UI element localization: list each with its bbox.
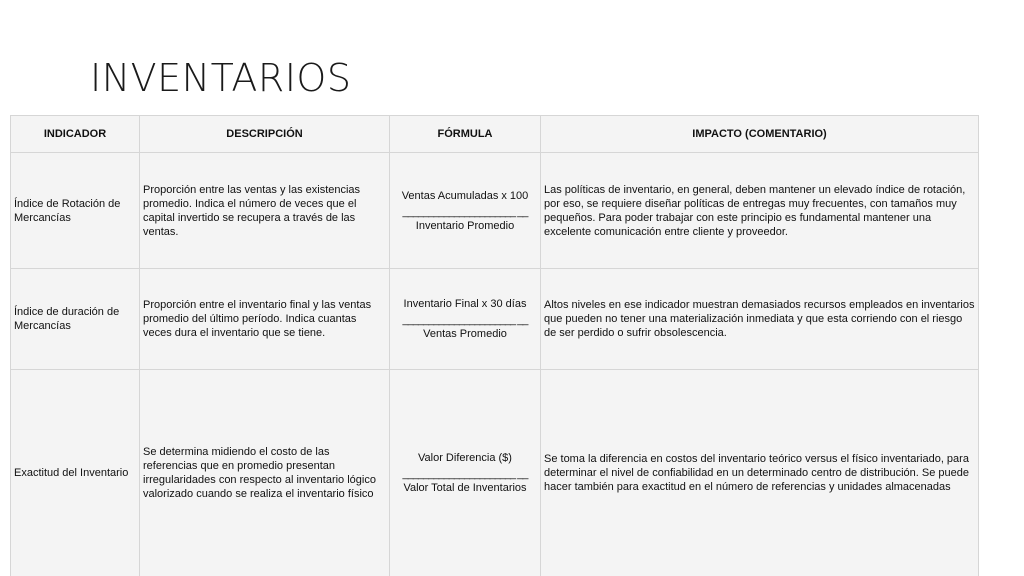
header-indicador: INDICADOR (11, 116, 140, 153)
formula-numerator: Valor Diferencia ($) (418, 452, 512, 464)
formula-denominator: Valor Total de Inventarios (403, 482, 527, 494)
formula-separator: ______________________ __ (402, 468, 528, 480)
header-formula: FÓRMULA (390, 116, 541, 153)
slide-title: INVENTARIOS (90, 56, 352, 100)
cell-formula (390, 153, 541, 269)
cell-descripcion: Proporción entre las ventas y las existencias promedio. Indica el número de veces que el capital invertido se recupera a través de las ventas. (140, 153, 390, 269)
cell-formula (390, 370, 541, 576)
cell-descripcion: Proporción entre el inventario final y las ventas promedio del último período. Indica cuantas veces dura el inventario que se tiene. (140, 269, 390, 370)
formula-numerator: Ventas Acumuladas x 100 (401, 189, 529, 202)
indicators-table (10, 115, 979, 576)
header-descripcion: DESCRIPCIÓN (140, 116, 390, 153)
cell-impacto: Se toma la diferencia en costos del inventario teórico versus el físico inventariado, para determinar el nivel de confiabilidad en un determinado centro de distribución. Se puede hacer también para exactitud en el número de referencias y unidades almacenadas (541, 370, 979, 576)
formula-numerator: Inventario Final x 30 días (403, 298, 527, 310)
formula-separator: ______________________ __ (402, 205, 528, 218)
formula-denominator: Inventario Promedio (415, 219, 515, 232)
cell-indicador: Índice de duración de Mercancías (11, 269, 140, 370)
formula-separator: ______________________ __ (402, 314, 528, 326)
cell-indicador: Exactitud del Inventario (11, 370, 140, 576)
cell-impacto: Las políticas de inventario, en general, deben mantener un elevado índice de rotación, por eso, se requiere diseñar políticas de entregas muy frecuentes, con tamaños muy pequeños. Para poder trabajar con este principio es fundamental mantener una excelente comunicación entre cliente y proveedor. (541, 153, 979, 269)
table-row (11, 370, 979, 576)
cell-descripcion: Se determina midiendo el costo de las referencias que en promedio presentan irregularidades con respecto al inventario lógico valorizado cuando se realiza el inventario físico (140, 370, 390, 576)
cell-indicador: Índice de Rotación de Mercancías (11, 153, 140, 269)
formula-denominator: Ventas Promedio (423, 328, 507, 340)
cell-formula (390, 269, 541, 370)
header-impacto: IMPACTO (COMENTARIO) (541, 116, 979, 153)
table-row (11, 153, 979, 269)
table-row (11, 269, 979, 370)
cell-impacto: Altos niveles en ese indicador muestran demasiados recursos empleados en inventarios que pueden no tener una materialización inmediata y que esta corriendo con el riesgo de ser perdido o sufrir obsolescencia. (541, 269, 979, 370)
table-header-row (11, 116, 979, 153)
